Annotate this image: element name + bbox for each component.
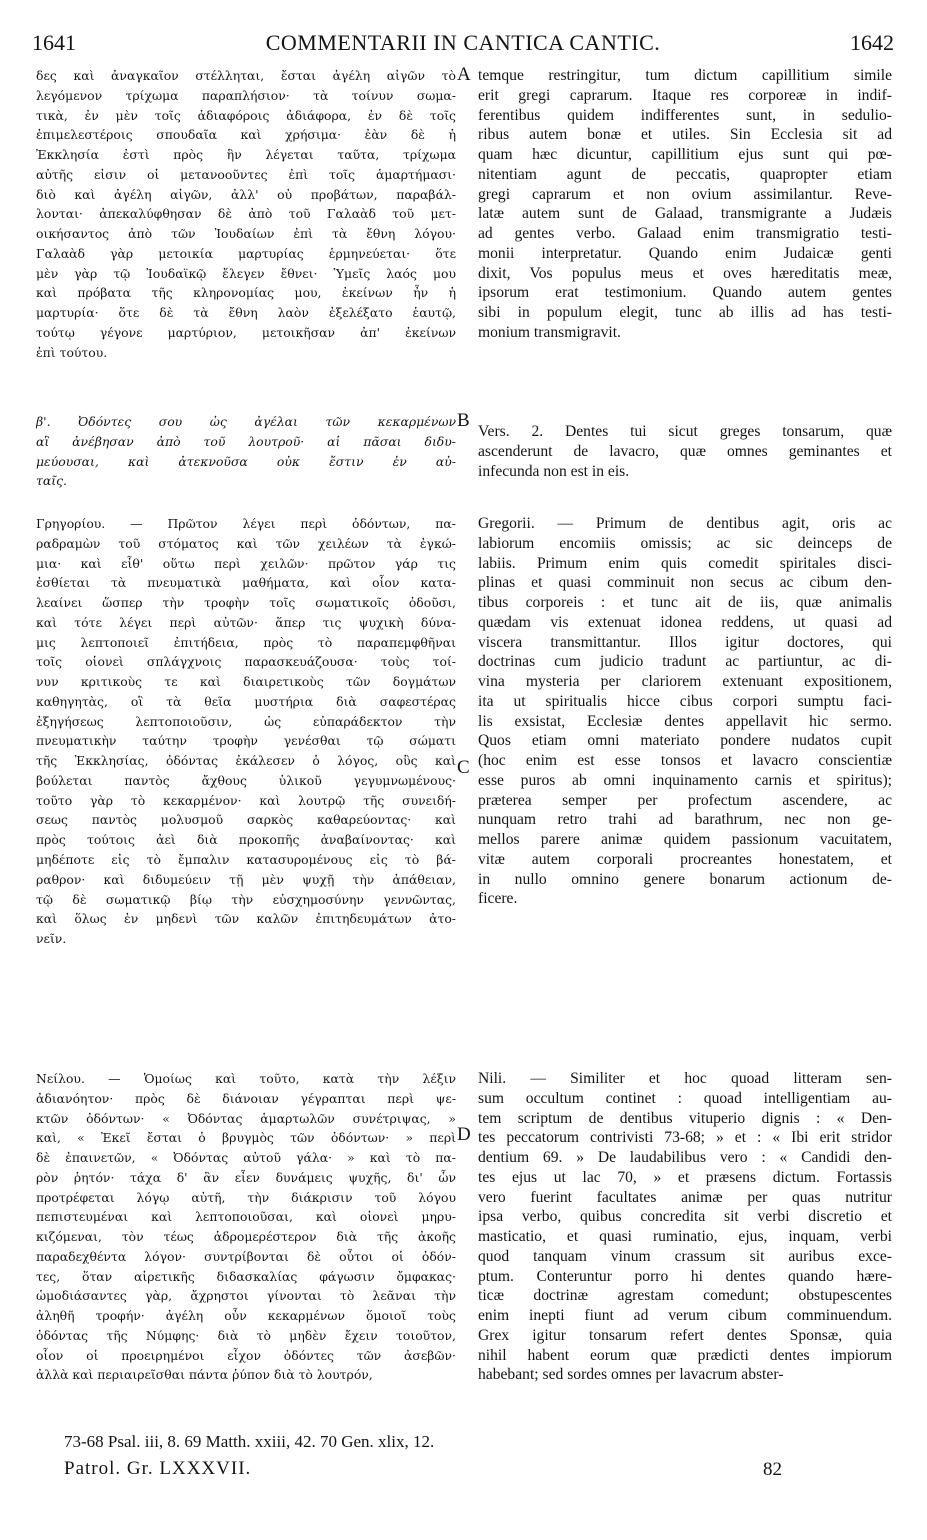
text-line: παραδεχθέντα λόγον· συντρίβονται δὲ οὗτοι οἱ ὀδόν- [36,1248,456,1264]
text-line: αὐτῆς εἰσιν οἱ μετανοοῦντες ἐπὶ τοῖς ἁμαρτήμασι· [36,166,456,182]
text-line: ticæ doctrinæ agrestam comedunt; obstupescentes [478,1287,892,1305]
text-line: ραθρον· καὶ διδυμεύειν τῇ μὲν ψυχῇ τὴν ἀπάθειαν, [36,871,456,887]
text-line: (hoc enim est esse tonsos et lavacro conscientiæ [478,752,892,769]
text-line: Νείλου. — Ὁμοίως καὶ τοῦτο, κατὰ τὴν λέξιν [36,1071,456,1086]
text-line: πρὸς τούτοις ἀεὶ διὰ προκοπῆς ἀναβαίνοντας· καὶ [36,832,456,848]
text-line: οἷον οἱ προειρημένοι εἶχον ὀδόντες τῶν ἀσεβῶν· [36,1347,456,1363]
latin-nilus-commentary [478,1069,892,1385]
text-line: τούτῳ γέγονε μαρτύριον, μετοικῆσαν ἀπ' ἐκείνων [36,324,456,340]
text-line: μηδέποτε εἰς τὸ ἔμπαλιν κατασυρομένους εἰς τὸ βά- [36,852,456,868]
text-line: ἐξηγήσεως λεπτοποιοῦσιν, ὡς εὐπαράδεκτον τὴν [36,713,456,729]
text-line: sum occultum continet : quoad intelligentiam au- [478,1089,892,1107]
text-line: ita ut spiritualis hicce cibus corpori sumptu faci- [478,692,892,710]
text-line: νεῖν. [36,931,67,947]
text-line: λονται· ἀπεκαλύφθησαν δὲ ἀπὸ τοῦ Γαλαὰδ τοῦ μετ- [36,206,456,222]
text-line: αἳ ἀνέβησαν ἀπὸ τοῦ λουτροῦ· αἱ πᾶσαι διδυ- [36,433,456,449]
text-line: labiis. Primum enim quis comedit spiritales disci- [478,554,892,572]
text-line: viscera transmittantur. Illos igitur doctores, qui [478,633,892,651]
text-line: ferentibus quidem indifferentes sunt, in sedulio- [478,106,892,124]
column-number-right: 1642 [850,30,894,55]
greek-gregory-commentary [36,514,456,949]
text-line: τῷ δὲ σωματικῷ βίῳ τὴν εὐσχημοσύνην γεννῶντας, [36,891,456,907]
page-number: 82 [763,1459,782,1480]
margin-marker-d: D [457,1124,471,1145]
page-header [32,30,894,60]
text-line: ρὸν ῥητόν· τάχα δ' ἂν εἶεν δυνάμεις ψυχῆς, δι' ὧν [36,1169,456,1185]
text-line: ad gentes verbo. Galaad enim transmigratio testi- [478,225,892,242]
text-line: προτρέφεται λόγῳ αὐτῆ, τὴν διάκρισιν τοῦ λόγου [36,1189,456,1205]
greek-paragraph-1 [36,66,456,362]
text-line: nunquam retro trahi ad barathrum, nec non ge- [478,811,892,829]
margin-marker-c: C [457,757,470,778]
text-line: ipsa verbo, quibus concredita sit verbi discretio et [478,1208,892,1226]
text-line: Nili. — Similiter et hoc quoad litteram sen- [478,1070,892,1087]
text-line: tes ejus ut lac 70, » et præsens dictum. Fortassis [478,1168,892,1186]
text-line: λεαίνει ὥσπερ τὴν τροφὴν τοῖς σωματικοῖς ὀδοῦσι, [36,595,456,611]
text-line: καὶ, « Ἐκεῖ ἔσται ὁ βρυγμὸς τῶν ὀδόντων· » περὶ [36,1130,456,1146]
text-line: ἐσθίεται τὰ πνευματικὰ μαθήματα, καὶ οἷον κατα- [36,575,456,591]
text-line: Gregorii. — Primum de dentibus agit, oris ac [478,515,892,532]
text-line: Ἐκκλησία ἐστὶ πρὸς ἣν λέγεται ταῦτα, τρίχωμα [36,147,456,163]
text-line: esse puros ab omni inquinamento carnis et spiritus); [478,771,892,789]
text-line: ὀδόντας τῆς Νύμφης· διὰ τὸ μηδὲν ἔχειν τοιοῦτον, [36,1327,456,1343]
text-line: β'. Ὀδόντες σου ὡς ἀγέλαι τῶν κεκαρμένων [36,414,456,429]
text-line: doctrinas cum judicio tradunt ac partiuntur, ac di- [478,653,892,671]
text-line: quædam vis extenuat idonea reddens, ut quasi ad [478,613,892,631]
footnote: 73-68 Psal. iii, 8. 69 Matth. xxiii, 42. 70 Gen. xlix, 12. [64,1432,435,1451]
text-line: monii interpretatur. Quando enim Judaicæ genti [478,244,892,262]
text-line: Grex igitur tonsarum refert dentes Sponsæ, quia [478,1326,892,1344]
text-line: δὲ ἐπαινετῶν, « Ὀδόντας αὐτοῦ γάλα· » καὶ τὸ πα- [36,1150,456,1166]
text-line: latæ autem sunt de Galaad, transmigrante a Judæis [478,205,892,223]
patrology-reference: Patrol. Gr. LXXXVII. [64,1458,252,1479]
text-line: Quos etiam omni materiato pondere nudatos cupit [478,732,892,750]
text-line: vero fuerint facultates animæ per quas nutritur [478,1188,892,1206]
greek-verse [36,412,456,491]
text-line: ptum. Conteruntur porro hi dentes quando hære- [478,1267,892,1285]
text-line: mellos parere animæ quidem passionum vacuitatem, [478,831,892,848]
text-line: masticatio, et quasi ruminatio, ejus, inquam, verbi [478,1228,892,1245]
text-line: tes peccatorum contrivisti 73-68; » et : « Ibi erit stridor [478,1129,892,1147]
text-line: ἀδιανόητον· πρὸς δὲ διάνοιαν γέγραπται περὶ ψε- [36,1090,456,1106]
text-line: sibi in populum elegit, tunc ab illis ad has testi- [478,304,892,321]
text-line: κιζόμεναι, τὸν τέως ἁδρομερέστερον διὰ τῆς ἀκοῆς [36,1229,456,1245]
text-line: οικήσαντος ἀπὸ τῶν Ἰουδαίων ἐπὶ τὰ ἔθνη λόγου· [36,226,456,242]
text-line: ἀληθῆ τροφήν· ἀγέλη οὖν κεκαρμένων ὅμοιοῖ τοὺς [36,1308,456,1324]
text-line: tem scriptum de dentibus vituperio dignis : « Den- [478,1109,892,1127]
text-line: σεως παντὸς μολυσμοῦ σαρκὸς καθαρεύοντας· καὶ [36,812,456,828]
text-line: τες, ὅταν αἱρετικῆς διδασκαλίας φάγωσιν ὄμφακας· [36,1268,456,1284]
text-line: μια· καὶ εἶθ' οὕτω περὶ χειλῶν· πρῶτον γάρ τις [36,555,456,571]
text-line: ἀλλὰ καὶ περιαιρεῖσθαι πάντα ῥύπον διὰ τὸ λουτρόν, [36,1367,373,1383]
latin-gregory-commentary [478,514,892,909]
text-line: τῆς Ἐκκλησίας, ὀδόντας ἐκάλεσεν ὁ λόγος, οὓς καὶ [36,753,456,769]
text-line: ribus autem bonæ et utiles. Sin Ecclesia sit ad [478,126,892,144]
margin-marker-a: A [457,64,471,85]
text-line: ἐπὶ τούτου. [36,344,108,360]
text-line: nitentiam agunt de peccatis, quapropter etiam [478,165,892,183]
text-line: πεπιστευμέναι καὶ λεπτοποιοῦσαι, καὶ οἱονεὶ μηρυ- [36,1209,456,1225]
text-line: labiorum encomiis omissis; ac sic deinceps de [478,534,892,552]
text-line: διὸ καὶ ἀγέλη αἰγῶν, ἀλλ' οὐ προβάτων, παραβάλ- [36,186,456,202]
text-line: καὶ ὅλως ἐν μηδενὶ τῶν καλῶν ἐπιτηδευμάτων ἀτο- [36,911,456,927]
text-line: Vers. 2. Dentes tui sicut greges tonsarum, quæ [478,423,892,440]
text-line: monium transmigravit. [478,323,621,341]
text-line: vina mysteria per clariorem extenuant expositionem, [478,673,892,690]
text-line: μεύουσαι, καὶ ἀτεκνοῦσα οὐκ ἔστιν ἐν αὐ- [36,453,456,469]
text-line: enim inepti fiunt ad verum cibum comminuendum. [478,1307,892,1324]
text-line: tibus corporeis : et tunc ait de iis, quæ animalis [478,594,892,611]
text-line: vitæ autem corporali procreantes honestatem, et [478,850,892,868]
latin-paragraph-1 [478,66,892,343]
text-line: habebant; sed sordes omnes per lavacrum abster- [478,1366,784,1384]
margin-marker-b: B [457,410,470,431]
text-line: plinas et quasi comminuit non secus ac cibum den- [478,574,892,592]
text-line: ἐπιμελεστέροις σπουδαῖα καὶ χρήσιμα· ἐὰν δὲ ἡ [36,127,456,143]
text-line: gregi caprarum et non ovium assimilantur. Reve- [478,185,892,203]
text-line: temque restringitur, tum dictum capillitium simile [478,67,892,84]
greek-nilus-commentary [36,1069,456,1385]
text-line: μις λεπτοποιεῖ ἐπιτήδεια, πρὸς τὸ παραπεμφθῆναι [36,634,456,650]
text-line: τοῖς οἱονεὶ σπλάγχνοις παρασκευάζουσα· τοὺς τοί- [36,654,456,670]
text-line: nihil habent eorum quæ prædicti dentes impiorum [478,1346,892,1364]
text-line: κτῶν ὀδόντων· « Ὀδόντας ἁμαρτωλῶν συνέτριψας, » [36,1110,456,1126]
text-line: ταῖς. [36,473,67,489]
text-line: ficere. [478,890,518,908]
text-line: τοῦτο γὰρ τὸ κεκαρμένον· καὶ λουτρῷ τῆς συνειδή- [36,792,456,808]
text-line: Γρηγορίου. — Πρῶτον λέγει περὶ ὀδόντων, πα- [36,516,456,531]
text-line: καὶ τότε λέγει περὶ αὐτῶν· ἅπερ τις ψυχικὴ δύνα- [36,614,456,630]
text-line: ipsorum erat testimonium. Quando autem gentes [478,284,892,302]
running-title: COMMENTARII IN CANTICA CANTIC. [265,30,661,55]
text-line: δες καὶ ἀναγκαῖον στέλληται, ἔσται ἀγέλη αἰγῶν τὸ [36,68,456,83]
latin-verse [478,422,892,481]
text-line: erit gregi caprarum. Itaque res corporeæ in indif- [478,86,892,104]
text-line: λεγόμενον τρίχωμα παραπλήσιον· τὰ τοίνυν σωμα- [36,87,456,103]
text-line: ὡμοδιάσαντες γὰρ, ἄχρηστοι γίνονται τὸ λεᾶναι τὴν [36,1288,456,1304]
text-line: καὶ πρόβατα τῆς κληρονομίας μου, ἐκείνων ἦν ἡ [36,285,456,301]
text-line: μαρτυρία· ὅτε δὲ τὰ ἔθνη λαὸν ἐξελέξατο ἑαυτῷ, [36,305,456,321]
text-line: Γαλαὰδ γὰρ μετοικία μαρτυρίας ἑρμηνεύεται· ὅτε [36,245,456,261]
column-number-left: 1641 [32,30,76,55]
text-line: ραδραμὼν τοῦ στόματος καὶ τῶν χειλέων τὰ ἐγκώ- [36,535,456,551]
text-line: præterea semper per profectum ascendere, ac [478,791,892,809]
text-line: infecunda non est in eis. [478,462,630,480]
text-line: quam hæc dicuntur, capillitium ejus sunt qui pœ- [478,146,892,163]
text-line: dentium 69. » De laudabilibus vero : « Candidi den- [478,1149,892,1166]
text-line: πνευματικὴν ταύτην τροφὴν γενέσθαι τῷ σώματι [36,733,456,749]
text-line: βούλεται παντὸς ἄχθους ὑλικοῦ γεγυμνωμένους· [36,772,456,788]
text-line: dixit, Vos populus meus et oves hæreditatis meæ, [478,264,892,282]
text-line: νυν κριτικοὺς τε καὶ διαιρετικοὺς τῶν δογμάτων [36,674,456,690]
text-line: quod tanquam vinum crassum sit auribus exce- [478,1247,892,1265]
text-line: ascenderunt de lavacro, quæ omnes geminantes et [478,442,892,460]
text-line: τικὰ, ἐν μὲν τοῖς ἀδιαφόροις ἀδιάφορα, ἐν δὲ τοῖς [36,107,456,123]
text-line: lis exsistat, Ecclesiæ dentes appellavit hic sermo. [478,712,892,730]
text-line: in nullo omnino genere bonarum actionum de- [478,870,892,888]
text-line: μὲν γὰρ τῷ Ἰουδαϊκῷ ἔλεγεν ἔθνει· Ὑμεῖς λαός μου [36,265,456,281]
text-line: καθηγητὰς, οἳ τὰ θεῖα μυστήρια διὰ σαφεστέρας [36,693,456,709]
